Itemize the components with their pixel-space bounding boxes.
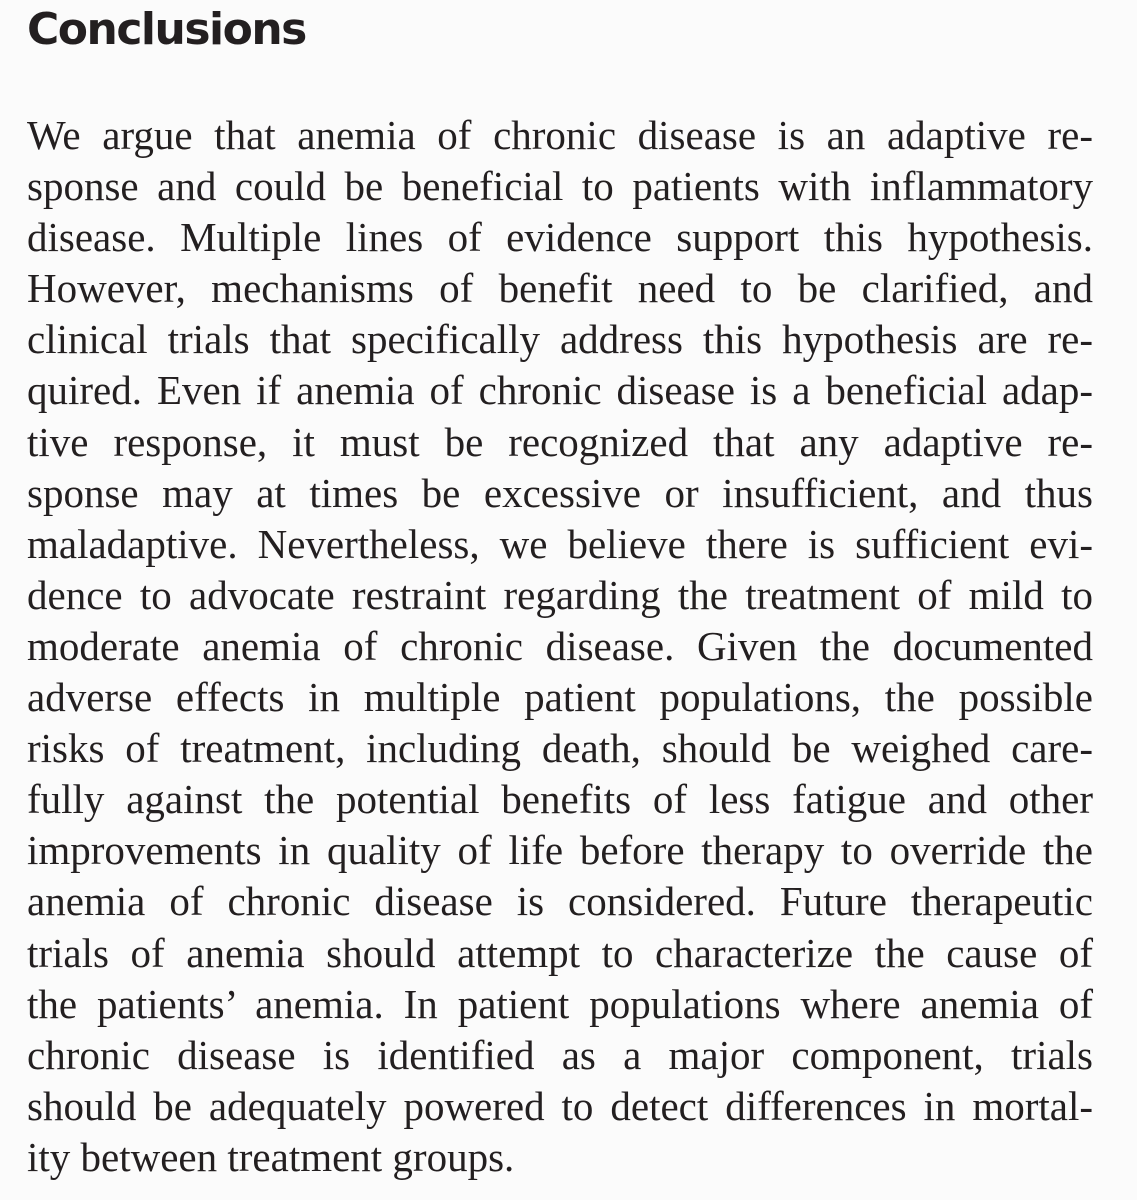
paragraph-line: adverse effects in multiple patient populations, the possible xyxy=(27,674,1093,721)
paragraph-line: risks of treatment, including death, should be weighed care- xyxy=(27,725,1093,772)
paragraph-line: ity between treatment groups. xyxy=(27,1133,515,1180)
paragraph-line: clinical trials that specifically address this hypothesis are re- xyxy=(27,316,1093,363)
paragraph-line: sponse and could be beneficial to patients with inflammatory xyxy=(27,163,1093,210)
paragraph-line: moderate anemia of chronic disease. Given the documented xyxy=(27,622,1093,669)
paragraph-line: should be adequately powered to detect differences in mortal- xyxy=(27,1082,1093,1129)
paragraph-line: the patients’ anemia. In patient populations where anemia of xyxy=(27,980,1093,1027)
paragraph-line: sponse may at times be excessive or insufficient, and thus xyxy=(27,469,1093,516)
paragraph-line: trials of anemia should attempt to characterize the cause of xyxy=(27,929,1093,976)
paragraph-line: fully against the potential benefits of less fatigue and other xyxy=(27,776,1093,823)
paragraph-line: tive response, it must be recognized that any adaptive re- xyxy=(27,418,1093,465)
paragraph-line: chronic disease is identified as a major component, trials xyxy=(27,1031,1093,1078)
paragraph-line: dence to advocate restraint regarding the treatment of mild to xyxy=(27,571,1093,618)
paragraph-line: anemia of chronic disease is considered. Future therapeutic xyxy=(27,878,1093,925)
paragraph-line: disease. Multiple lines of evidence support this hypothesis. xyxy=(27,214,1093,261)
conclusions-paragraph xyxy=(27,110,1093,1183)
paragraph-line: improvements in quality of life before therapy to override the xyxy=(27,827,1093,874)
paragraph-line: maladaptive. Nevertheless, we believe there is sufficient evi- xyxy=(27,520,1093,567)
paragraph-line: We argue that anemia of chronic disease is an adaptive re- xyxy=(27,112,1093,158)
paragraph-line: quired. Even if anemia of chronic disease is a beneficial adap- xyxy=(27,367,1093,414)
paragraph-line: However, mechanisms of benefit need to be clarified, and xyxy=(27,265,1093,312)
section-heading: Conclusions xyxy=(27,4,306,55)
